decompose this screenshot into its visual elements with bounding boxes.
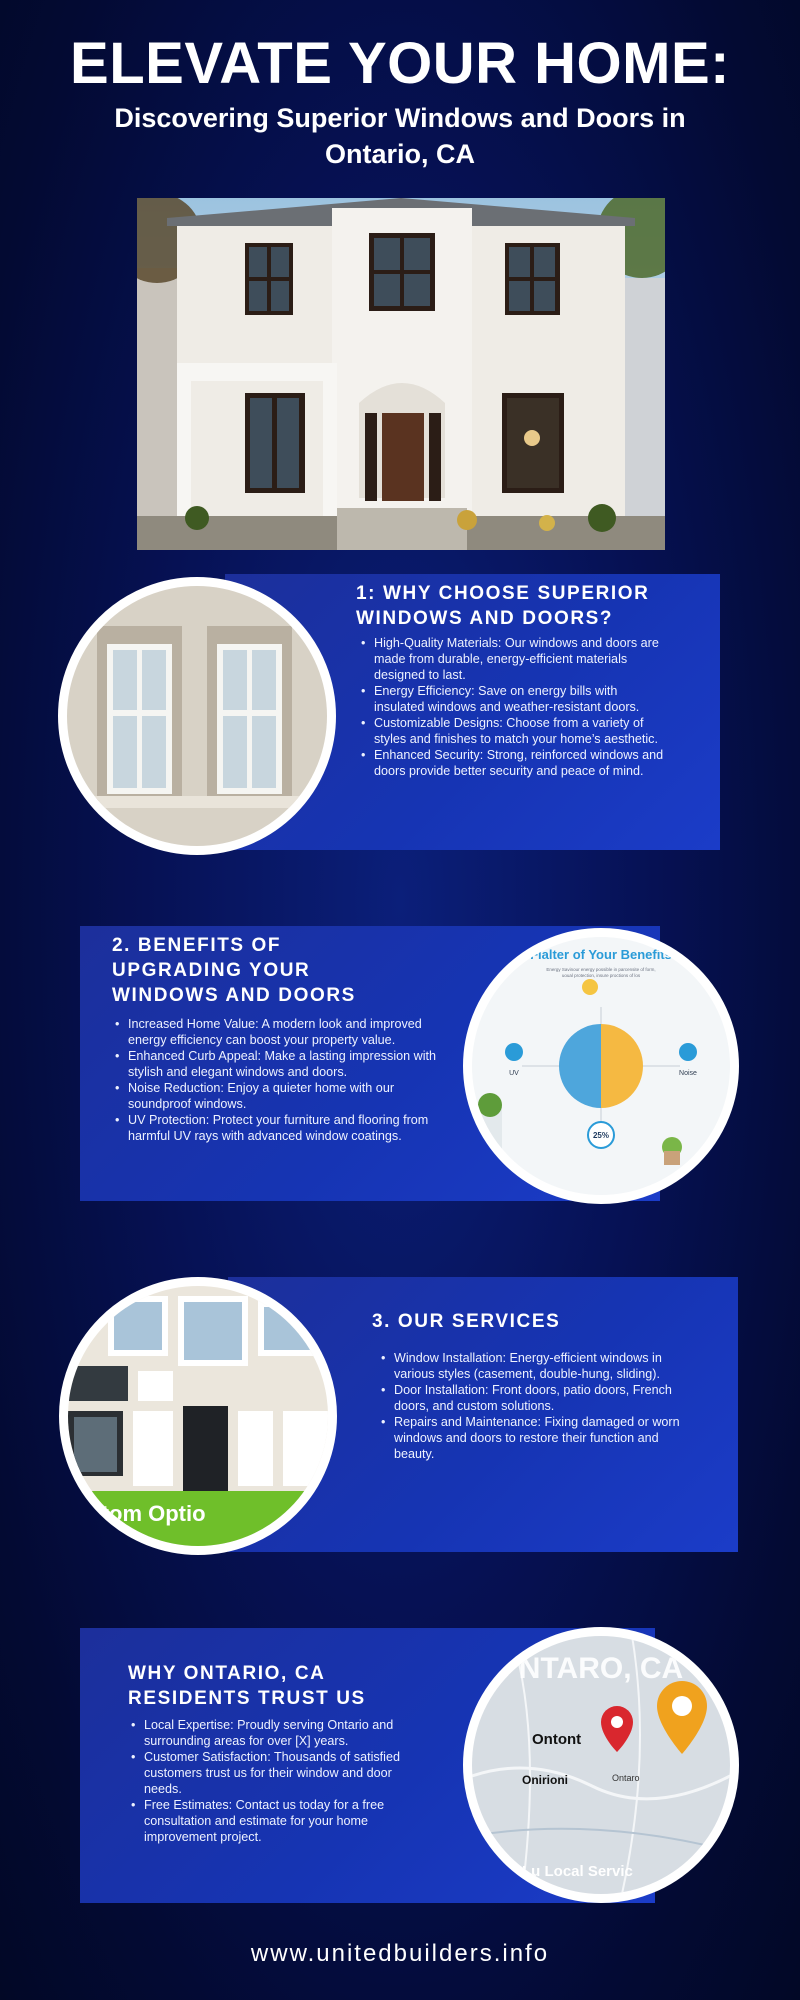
section-1-list [360,635,670,779]
section-1-title: 1: WHY CHOOSE SUPERIOR WINDOWS AND DOORS? [356,583,650,629]
image-heading: Flalter of Your Benefits [530,947,672,962]
section-3-list [380,1350,698,1462]
list-item: • Local Expertise: Proudly serving Ontario and surrounding areas for over [X] years. [130,1717,430,1749]
hero-house-image [137,198,665,550]
list-item: • Repairs and Maintenance: Fixing damaged or worn windows and doors to restore their function and beauty. [380,1414,698,1462]
list-item: • Energy Efficiency: Save on energy bills with insulated windows and weather-resistant doors. [360,683,670,715]
image-banner-text: ustom Optio [76,1501,206,1526]
footer-url[interactable]: www.unitedbuilders.info [250,1940,550,1967]
map-label-1: Ontont [532,1731,582,1748]
image-noise-label: Noise [679,1070,697,1077]
list-item: • Door Installation: Front doors, patio doors, French doors, and custom solutions. [380,1382,698,1414]
list-item: • Increased Home Value: A modern look and improved energy efficiency can boost your property value. [114,1016,439,1048]
map-bottom-text: Lu Local Servic [522,1863,633,1880]
map-label-3: Ontaro [612,1773,640,1783]
map-label-2: Onirioni [522,1773,568,1787]
image-uv-label: UV [509,1070,519,1077]
list-item: • Customer Satisfaction: Thousands of satisfied customers trust us for their window and door needs. [130,1749,430,1797]
section-4-map-image [463,1627,739,1903]
list-item: • UV Protection: Protect your furniture and flooring from harmful UV rays with advanced window coatings. [114,1112,439,1144]
map-top-text: NTARO, CA [518,1652,684,1685]
section-2-title: 2. BENEFITS OF UPGRADING YOUR WINDOWS AND DOORS [112,935,356,1006]
page-title: ELEVATE YOUR HOME: [70,31,730,96]
section-2-benefits-image [463,928,739,1204]
list-item: • Enhanced Security: Strong, reinforced windows and doors provide better security and peace of mind. [360,747,670,779]
section-2-list [114,1016,439,1144]
svg-text:uoual protection, insure proct: uoual protection, insure proctions of los [561,973,641,978]
image-percent: 25% [592,1131,610,1140]
svg-text:Energy Savinour energy possibl: Energy Savinour energy possible in parcensite of form, [546,967,656,972]
section-4-list [130,1717,430,1845]
section-3-services-image [59,1277,337,1555]
section-1-window-image [58,577,336,855]
list-item: • Free Estimates: Contact us today for a free consultation and estimate for your home improvement project. [130,1797,430,1845]
page-subtitle: Discovering Superior Windows and Doors in Ontario, CA [114,103,686,169]
list-item: • Enhanced Curb Appeal: Make a lasting impression with stylish and elegant windows and doors. [114,1048,439,1080]
section-3-title: 3. OUR SERVICES [372,1311,561,1332]
section-4-title: WHY ONTARIO, CA RESIDENTS TRUST US [128,1663,366,1709]
list-item: • Noise Reduction: Enjoy a quieter home with our soundproof windows. [114,1080,439,1112]
list-item: • Customizable Designs: Choose from a variety of styles and finishes to match your home’s aesthetic. [360,715,670,747]
list-item: • Window Installation: Energy-efficient windows in various styles (casement, double-hung, sliding). [380,1350,698,1382]
list-item: • High-Quality Materials: Our windows and doors are made from durable, energy-efficient materials designed to last. [360,635,670,683]
